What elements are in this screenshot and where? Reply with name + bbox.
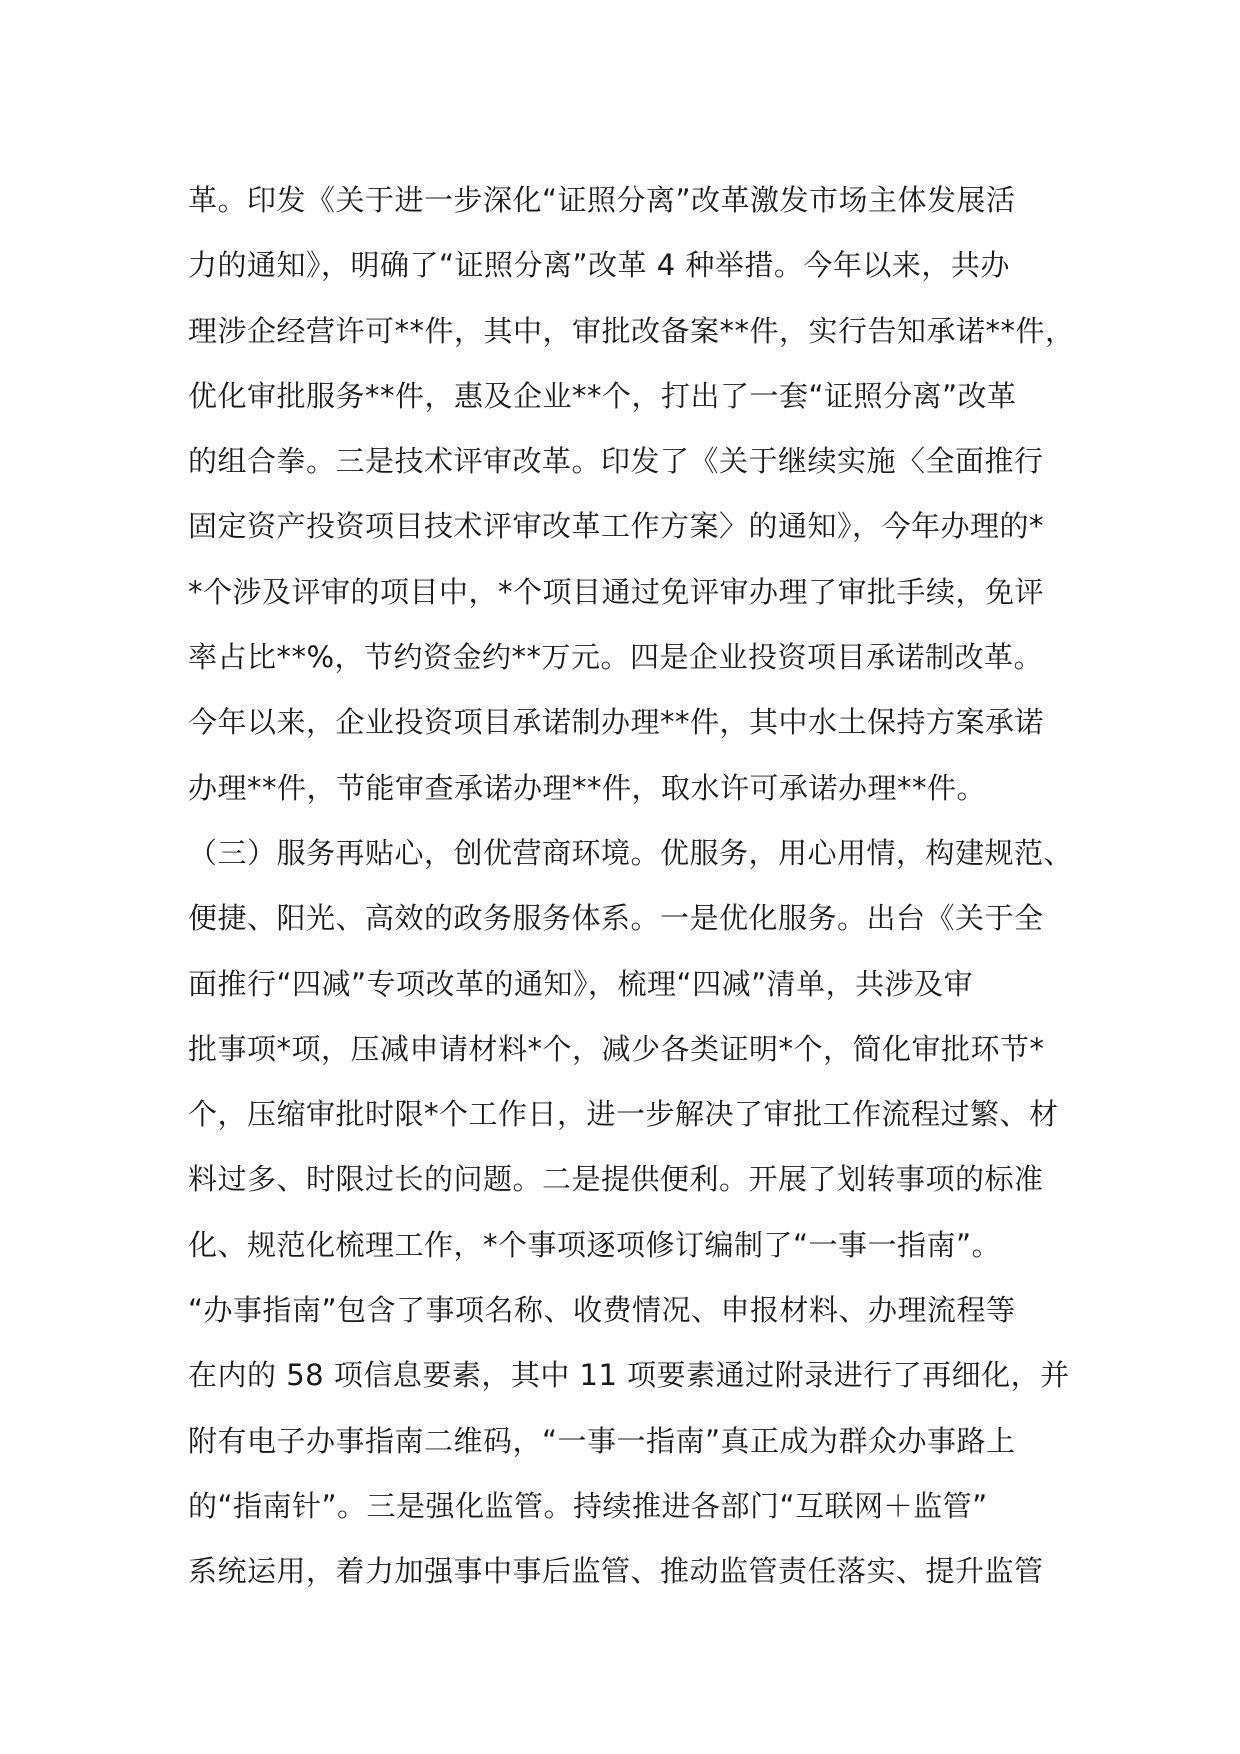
text-line: 固定资产投资项目技术评审改革工作方案〉的通知》，今年办理的* [188, 509, 1045, 544]
text-line: 面推行“四减”专项改革的通知》，梳理“四减”清单，共涉及审 [188, 966, 974, 1001]
text-line: 优化审批服务**件，惠及企业**个，打出了一套“证照分离”改革 [188, 378, 1017, 413]
text-line: 在内的 58 项信息要素，其中 11 项要素通过附录进行了再细化，并 [188, 1358, 1070, 1393]
text-line: 办理**件，节能审查承诺办理**件，取水许可承诺办理**件。 [188, 770, 987, 805]
body-text [188, 168, 1088, 1605]
text-line: 力的通知》，明确了“证照分离”改革 4 种举措。今年以来，共办 [188, 248, 1010, 283]
text-line: 今年以来，企业投资项目承诺制办理**件，其中水土保持方案承诺 [188, 705, 1045, 740]
text-line: 便捷、阳光、高效的政务服务体系。一是优化服务。出台《关于全 [188, 901, 1044, 936]
text-line: 率占比**%，节约资金约**万元。四是企业投资项目承诺制改革。 [188, 640, 1044, 675]
text-line: （三）服务再贴心，创优营商环境。优服务，用心用情，构建规范、 [188, 835, 1074, 870]
text-line: 化、规范化梳理工作，*个事项逐项修订编制了“一事一指南”。 [188, 1227, 1002, 1262]
text-line: *个涉及评审的项目中，*个项目通过免评审办理了审批手续，免评 [188, 574, 1045, 609]
text-line: 革。印发《关于进一步深化“证照分离”改革激发市场主体发展活 [188, 183, 1016, 217]
text-line: 的组合拳。三是技术评审改革。印发了《关于继续实施〈全面推行 [188, 444, 1044, 479]
text-line: 理涉企经营许可**件，其中，审批改备案**件，实行告知承诺**件， [188, 313, 1075, 348]
text-line: 料过多、时限过长的问题。二是提供便利。开展了划转事项的标准 [188, 1162, 1044, 1197]
text-line: 批事项*项，压减申请材料*个，减少各类证明*个，简化审批环节* [188, 1031, 1045, 1066]
text-line: 系统运用，着力加强事中事后监管、推动监管责任落实、提升监管 [188, 1554, 1044, 1589]
text-line: 个，压缩审批时限*个工作日，进一步解决了审批工作流程过繁、材 [188, 1097, 1059, 1132]
text-line: “办事指南”包含了事项名称、收费情况、申报材料、办理流程等 [188, 1293, 1016, 1328]
text-line: 的“指南针”。三是强化监管。持续推进各部门“互联网＋监管” [188, 1488, 988, 1523]
text-line: 附有电子办事指南二维码，“一事一指南”真正成为群众办事路上 [188, 1423, 1016, 1458]
